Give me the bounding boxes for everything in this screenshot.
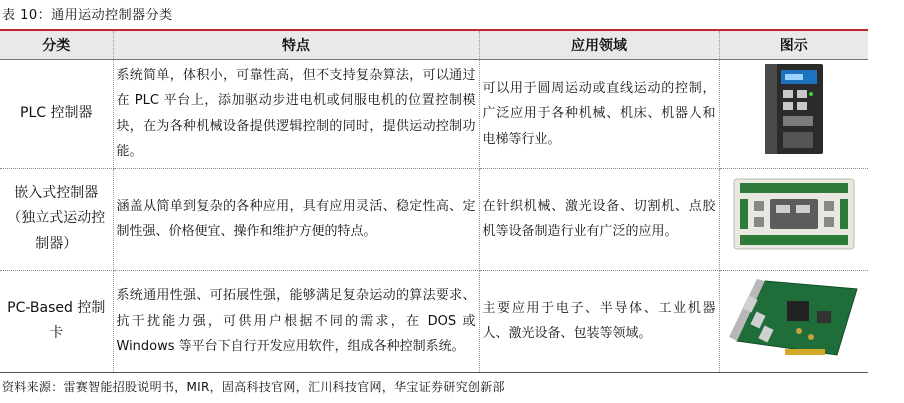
header-application: 应用领域 — [479, 31, 719, 60]
embedded-controller-icon — [730, 171, 858, 257]
source-note: 资料来源：雷赛智能招股说明书，MIR，固高科技官网，汇川科技官网，华宝证券研究创新部 — [2, 380, 505, 394]
table-row — [0, 168, 868, 270]
application-cell: 主要应用于电子、半导体、工业机器人、激光设备、包装等领域。 — [479, 270, 719, 373]
table-row — [0, 270, 868, 373]
controller-classification-table — [0, 31, 868, 373]
category-cell: PC-Based 控制卡 — [0, 270, 113, 373]
table-caption: 表 10：通用运动控制器分类 — [2, 8, 173, 23]
pci-control-card-icon — [725, 271, 863, 363]
category-cell: PLC 控制器 — [0, 60, 113, 169]
application-cell: 在针织机械、激光设备、切割机、点胶机等设备制造行业有广泛的应用。 — [479, 168, 719, 270]
category-cell: 嵌入式控制器（独立式运动控制器） — [0, 168, 113, 270]
table-header-row — [0, 31, 868, 60]
features-cell: 涵盖从简单到复杂的各种应用，具有应用灵活、稳定性高、定制性强、价格便宜、操作和维护方便的特点。 — [113, 168, 479, 270]
header-category: 分类 — [0, 31, 113, 60]
features-cell: 系统简单，体积小，可靠性高，但不支持复杂算法，可以通过在 PLC 平台上，添加驱动步进电机或伺服电机的位置控制模块，在为各种机械设备提供逻辑控制的同时，提供运动控制功能。 — [113, 60, 479, 169]
header-illustration: 图示 — [719, 31, 868, 60]
features-cell: 系统通用性强、可拓展性强，能够满足复杂运动的算法要求、抗干扰能力强，可供用户根据不同的需求，在 DOS 或 Windows 等平台下自行开发应用软件，组成各种控制系统。 — [113, 270, 479, 373]
table-row — [0, 60, 868, 169]
header-features: 特点 — [113, 31, 479, 60]
plc-controller-icon — [763, 60, 825, 158]
application-cell: 可以用于圆周运动或直线运动的控制，广泛应用于各种机械、机床、机器人和电梯等行业。 — [479, 60, 719, 169]
